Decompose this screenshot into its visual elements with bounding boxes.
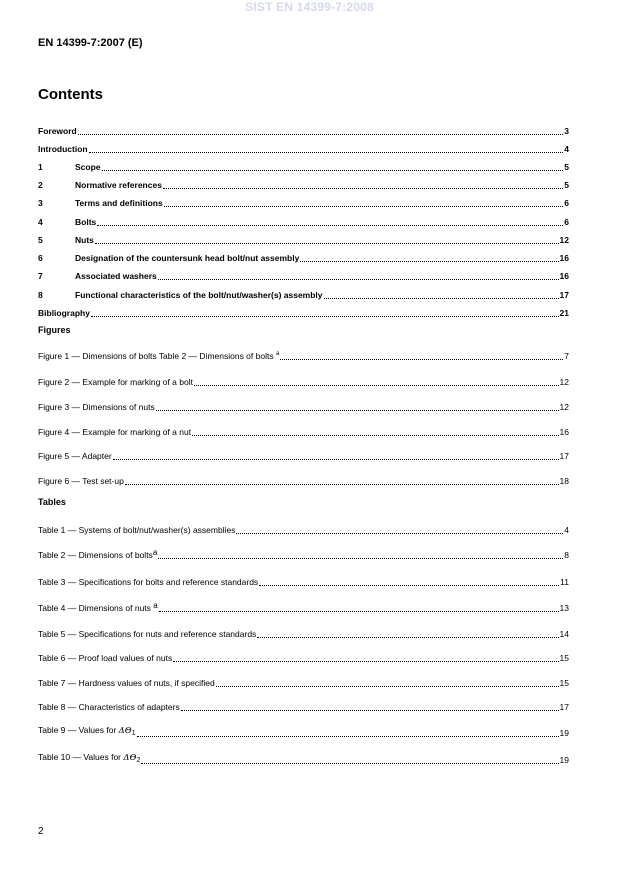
table-title-text: Table 2 — Dimensions of bolts bbox=[38, 550, 153, 560]
toc-title: Normative references bbox=[75, 180, 162, 190]
dot-leader bbox=[125, 484, 559, 485]
tables-heading: Tables bbox=[38, 497, 66, 507]
toc-title: Bibliography bbox=[38, 308, 90, 318]
dot-leader bbox=[78, 134, 564, 135]
table-page: 19 bbox=[559, 728, 569, 738]
dot-leader bbox=[194, 385, 559, 386]
dot-leader bbox=[163, 188, 563, 189]
toc-number: 6 bbox=[38, 253, 43, 263]
table-entry[interactable] bbox=[38, 752, 569, 766]
toc-entry-bibliography[interactable] bbox=[38, 305, 569, 319]
toc-entry-bolts[interactable] bbox=[38, 214, 569, 228]
toc-page: 12 bbox=[559, 235, 569, 245]
figure-entry[interactable] bbox=[38, 374, 569, 388]
footnote-marker: a bbox=[153, 601, 158, 610]
figure-page: 18 bbox=[559, 476, 569, 486]
table-title-text: Table 10 — Values for bbox=[38, 752, 124, 762]
toc-number: 8 bbox=[38, 290, 43, 300]
toc-entry-nuts[interactable] bbox=[38, 232, 569, 246]
dot-leader bbox=[91, 316, 559, 317]
table-page: 4 bbox=[564, 525, 569, 535]
dot-leader bbox=[95, 243, 559, 244]
figure-title-text: Figure 1 — Dimensions of bolts Table 2 — Dimensions of bolts bbox=[38, 351, 276, 361]
dot-leader bbox=[158, 558, 563, 559]
table-entry[interactable] bbox=[38, 522, 569, 536]
figure-page: 16 bbox=[559, 427, 569, 437]
toc-page: 16 bbox=[559, 271, 569, 281]
dot-leader bbox=[181, 710, 559, 711]
table-title: Table 1 — Systems of bolt/nut/washer(s) assemblies bbox=[38, 525, 236, 535]
figure-page: 12 bbox=[559, 377, 569, 387]
toc-entry-foreword[interactable] bbox=[38, 123, 569, 137]
figure-entry[interactable] bbox=[38, 348, 569, 362]
figure-title: Figure 2 — Example for marking of a bolt bbox=[38, 377, 193, 387]
toc-title: Foreword bbox=[38, 126, 77, 136]
dot-leader bbox=[192, 435, 558, 436]
dot-leader bbox=[113, 459, 559, 460]
toc-page: 5 bbox=[564, 180, 569, 190]
toc-title: Bolts bbox=[75, 217, 97, 227]
footnote-marker: a bbox=[275, 351, 280, 357]
toc-page: 4 bbox=[564, 144, 569, 154]
page-title: Contents bbox=[38, 86, 103, 103]
document-id: EN 14399-7:2007 (E) bbox=[38, 37, 143, 49]
watermark: SIST EN 14399-7:2008 bbox=[245, 0, 374, 14]
toc-title: Functional characteristics of the bolt/nut/washer(s) assembly bbox=[75, 290, 323, 300]
dot-leader bbox=[156, 410, 559, 411]
toc-number: 5 bbox=[38, 235, 43, 245]
toc-title: Nuts bbox=[75, 235, 94, 245]
table-title bbox=[38, 547, 157, 561]
toc-title: Designation of the countersunk head bolt/nut assembly bbox=[75, 253, 300, 263]
table-title: Table 6 — Proof load values of nuts bbox=[38, 653, 173, 663]
table-page: 14 bbox=[559, 629, 569, 639]
table-entry[interactable] bbox=[38, 626, 569, 640]
dot-leader bbox=[300, 261, 558, 262]
dot-leader bbox=[324, 298, 559, 299]
toc-number: 3 bbox=[38, 198, 43, 208]
figure-entry[interactable] bbox=[38, 473, 569, 487]
table-entry[interactable] bbox=[38, 699, 569, 713]
toc-number: 1 bbox=[38, 162, 43, 172]
table-page: 8 bbox=[564, 550, 569, 560]
figure-title bbox=[38, 349, 279, 362]
dot-leader bbox=[159, 611, 559, 612]
table-page: 13 bbox=[559, 603, 569, 613]
figure-title: Figure 5 — Adapter bbox=[38, 451, 112, 461]
table-page: 17 bbox=[559, 702, 569, 712]
dot-leader bbox=[164, 206, 564, 207]
table-entry[interactable] bbox=[38, 600, 569, 614]
dot-leader bbox=[102, 170, 564, 171]
dot-leader bbox=[173, 661, 558, 662]
toc-entry-scope[interactable] bbox=[38, 159, 569, 173]
toc-entry-associated-washers[interactable] bbox=[38, 268, 569, 282]
table-page: 15 bbox=[559, 653, 569, 663]
figure-entry[interactable] bbox=[38, 448, 569, 462]
dot-leader bbox=[236, 533, 563, 534]
toc-title: Terms and definitions bbox=[75, 198, 163, 208]
table-entry[interactable] bbox=[38, 547, 569, 561]
table-entry[interactable] bbox=[38, 675, 569, 689]
figure-title: Figure 6 — Test set-up bbox=[38, 476, 124, 486]
toc-title: Associated washers bbox=[75, 271, 157, 281]
figure-title: Figure 4 — Example for marking of a nut bbox=[38, 427, 192, 437]
table-title: Table 3 — Specifications for bolts and reference standards bbox=[38, 577, 259, 587]
table-title-text: Table 9 — Values for bbox=[38, 725, 119, 735]
table-entry[interactable] bbox=[38, 725, 569, 739]
subscript: 2 bbox=[136, 757, 141, 764]
toc-entry-functional-characteristics[interactable] bbox=[38, 287, 569, 301]
toc-title: Introduction bbox=[38, 144, 88, 154]
toc-entry-normative-references[interactable] bbox=[38, 177, 569, 191]
page-number: 2 bbox=[38, 826, 44, 837]
dot-leader bbox=[89, 152, 564, 153]
table-title: Table 5 — Specifications for nuts and reference standards bbox=[38, 629, 257, 639]
figures-heading: Figures bbox=[38, 325, 71, 335]
toc-page: 6 bbox=[564, 198, 569, 208]
toc-page: 6 bbox=[564, 217, 569, 227]
toc-number: 4 bbox=[38, 217, 43, 227]
figure-entry[interactable] bbox=[38, 399, 569, 413]
footnote-marker: a bbox=[152, 548, 158, 557]
delta-theta-symbol: ΔΘ bbox=[123, 753, 137, 763]
table-page: 19 bbox=[559, 755, 569, 765]
toc-number: 2 bbox=[38, 180, 43, 190]
toc-number: 7 bbox=[38, 271, 43, 281]
dot-leader bbox=[141, 763, 558, 764]
toc-page: 16 bbox=[559, 253, 569, 263]
dot-leader bbox=[259, 585, 559, 586]
figure-page: 17 bbox=[559, 451, 569, 461]
figure-page: 12 bbox=[559, 402, 569, 412]
toc-entry-introduction[interactable] bbox=[38, 141, 569, 155]
figure-page: 7 bbox=[564, 351, 569, 361]
table-title bbox=[38, 600, 158, 614]
toc-page: 5 bbox=[564, 162, 569, 172]
delta-theta-symbol: ΔΘ bbox=[118, 726, 132, 736]
toc-entry-designation[interactable] bbox=[38, 250, 569, 264]
dot-leader bbox=[216, 686, 559, 687]
table-page: 15 bbox=[559, 678, 569, 688]
table-entry[interactable] bbox=[38, 650, 569, 664]
table-title bbox=[38, 725, 136, 739]
table-page: 11 bbox=[560, 577, 569, 587]
table-title-text: Table 4 — Dimensions of nuts bbox=[38, 603, 154, 613]
dot-leader bbox=[137, 736, 559, 737]
table-title: Table 8 — Characteristics of adapters bbox=[38, 702, 180, 712]
dot-leader bbox=[97, 225, 563, 226]
table-title: Table 7 — Hardness values of nuts, if specified bbox=[38, 678, 215, 688]
toc-page: 17 bbox=[559, 290, 569, 300]
toc-title: Scope bbox=[75, 162, 101, 172]
dot-leader bbox=[280, 359, 563, 360]
toc-page: 3 bbox=[564, 126, 569, 136]
table-entry[interactable] bbox=[38, 574, 569, 588]
toc-entry-terms-definitions[interactable] bbox=[38, 195, 569, 209]
figure-title: Figure 3 — Dimensions of nuts bbox=[38, 402, 155, 412]
subscript: 1 bbox=[131, 730, 136, 737]
toc-page: 21 bbox=[559, 308, 569, 318]
dot-leader bbox=[158, 279, 559, 280]
figure-entry[interactable] bbox=[38, 424, 569, 438]
dot-leader bbox=[257, 637, 558, 638]
table-title bbox=[38, 752, 140, 766]
